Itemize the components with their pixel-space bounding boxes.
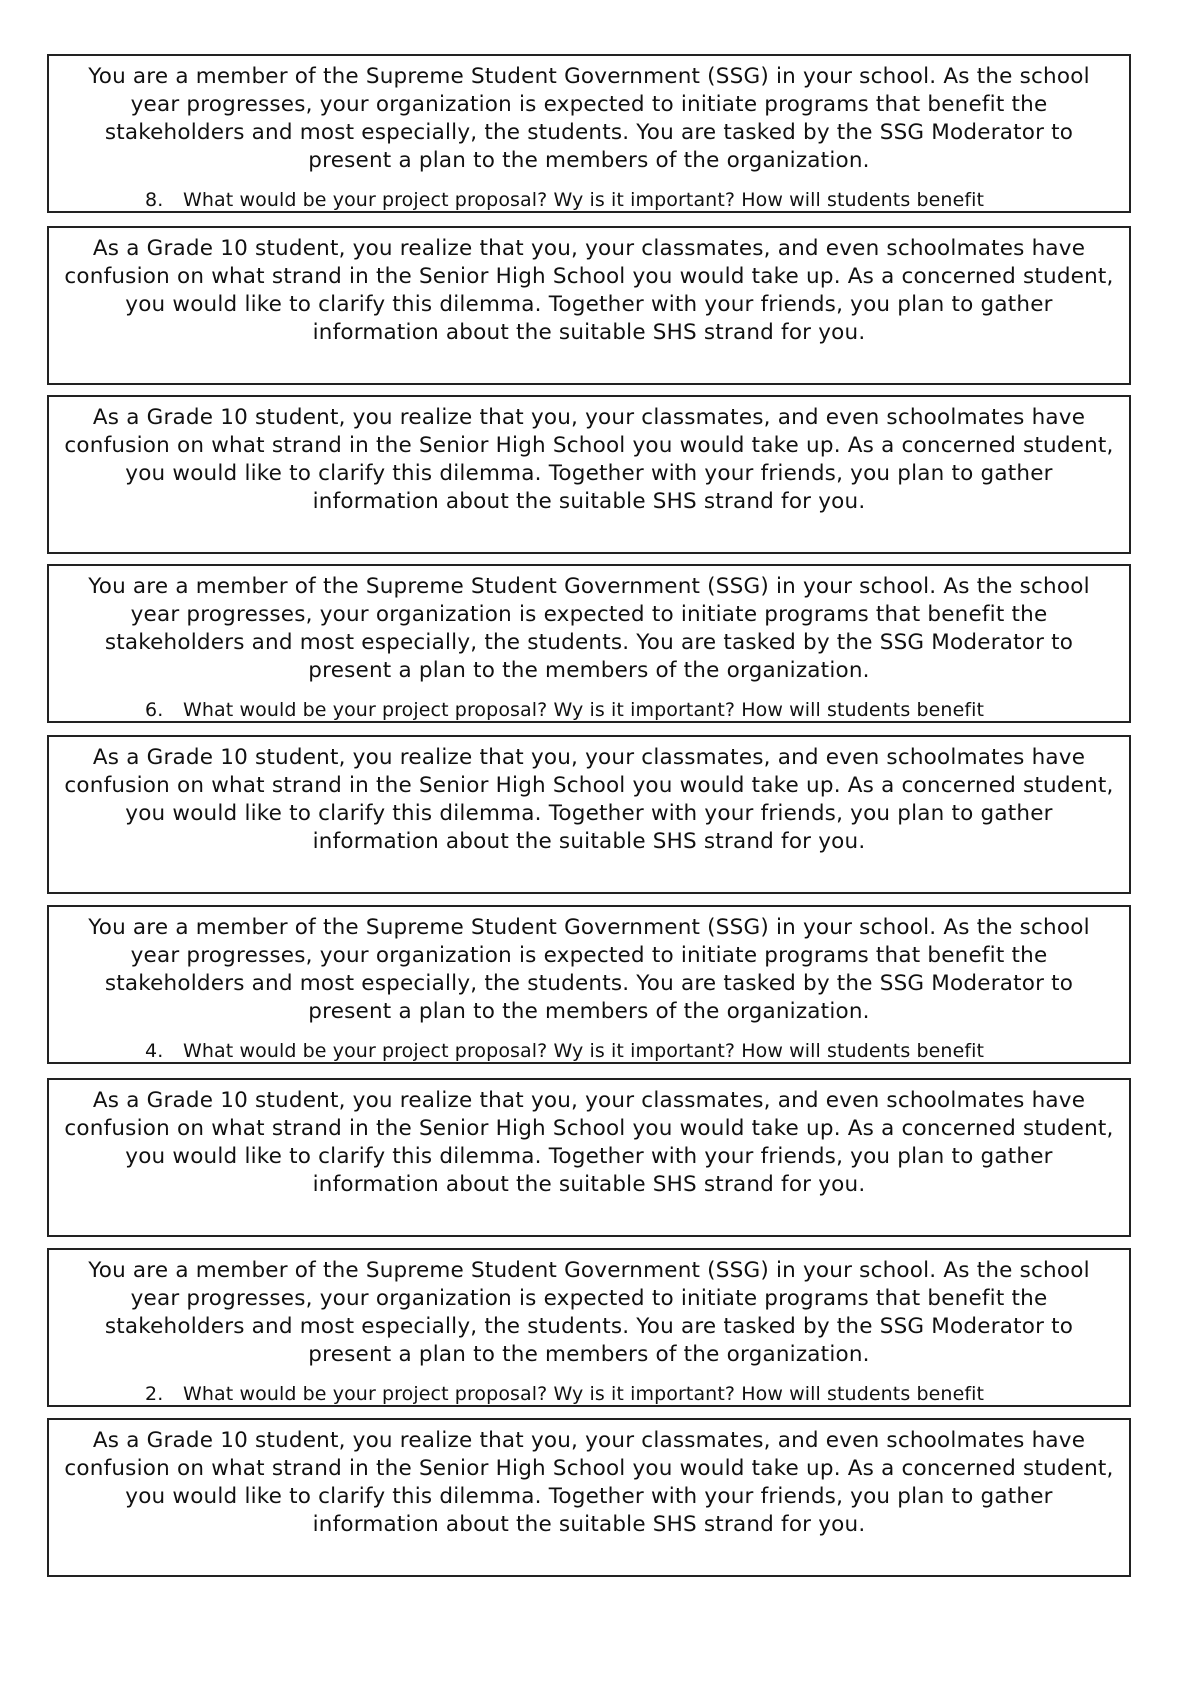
task-card-3 [47,395,1131,554]
task-card-text: You are a member of the Supreme Student Government (SSG) in your school. As the school year progresses, your organization is expected to initiate programs that benefit the stakeholders and most especially, the students. You are tasked by the SSG Moderator to present a plan to the members of the organization. [88,574,1090,683]
question-text: What would be your project proposal? Wy is it important? How will students benefit [183,1040,985,1062]
task-card-6 [47,905,1131,1064]
task-card-1 [47,54,1131,213]
question-number: 2. [145,1383,164,1405]
task-card-text: As a Grade 10 student, you realize that you, your classmates, and even schoolmates have confusion on what strand in the Senior High School you would take up. As a concerned student, you would like to clarify this dilemma. Together with your friends, you plan to gather information about the suitable SHS strand for you. [64,1088,1114,1197]
task-card-text: As a Grade 10 student, you realize that you, your classmates, and even schoolmates have confusion on what strand in the Senior High School you would take up. As a concerned student, you would like to clarify this dilemma. Together with your friends, you plan to gather information about the suitable SHS strand for you. [64,236,1114,345]
task-card-text: You are a member of the Supreme Student Government (SSG) in your school. As the school year progresses, your organization is expected to initiate programs that benefit the stakeholders and most especially, the students. You are tasked by the SSG Moderator to present a plan to the members of the organization. [88,915,1090,1024]
task-card-text: You are a member of the Supreme Student Government (SSG) in your school. As the school year progresses, your organization is expected to initiate programs that benefit the stakeholders and most especially, the students. You are tasked by the SSG Moderator to present a plan to the members of the organization. [88,1258,1090,1367]
question-number: 4. [145,1040,164,1062]
task-card-8 [47,1248,1131,1407]
task-card-text: As a Grade 10 student, you realize that you, your classmates, and even schoolmates have confusion on what strand in the Senior High School you would take up. As a concerned student, you would like to clarify this dilemma. Together with your friends, you plan to gather information about the suitable SHS strand for you. [64,1428,1114,1537]
task-card-question [49,1369,1129,1407]
question-text: What would be your project proposal? Wy is it important? How will students benefit [183,699,985,721]
task-card-question [49,685,1129,723]
task-card-text: As a Grade 10 student, you realize that you, your classmates, and even schoolmates have confusion on what strand in the Senior High School you would take up. As a concerned student, you would like to clarify this dilemma. Together with your friends, you plan to gather information about the suitable SHS strand for you. [64,405,1114,514]
task-card-9 [47,1418,1131,1577]
task-card-question [49,1026,1129,1064]
task-card-4 [47,564,1131,723]
task-card-7 [47,1078,1131,1237]
task-card-2 [47,226,1131,385]
task-card-text: As a Grade 10 student, you realize that you, your classmates, and even schoolmates have confusion on what strand in the Senior High School you would take up. As a concerned student, you would like to clarify this dilemma. Together with your friends, you plan to gather information about the suitable SHS strand for you. [64,745,1114,854]
question-text: What would be your project proposal? Wy is it important? How will students benefit [183,1383,985,1405]
task-card-text: You are a member of the Supreme Student Government (SSG) in your school. As the school year progresses, your organization is expected to initiate programs that benefit the stakeholders and most especially, the students. You are tasked by the SSG Moderator to present a plan to the members of the organization. [88,64,1090,173]
question-text: What would be your project proposal? Wy is it important? How will students benefit [183,189,985,211]
task-card-5 [47,735,1131,894]
task-card-question [49,175,1129,213]
question-number: 8. [145,189,164,211]
question-number: 6. [145,699,164,721]
